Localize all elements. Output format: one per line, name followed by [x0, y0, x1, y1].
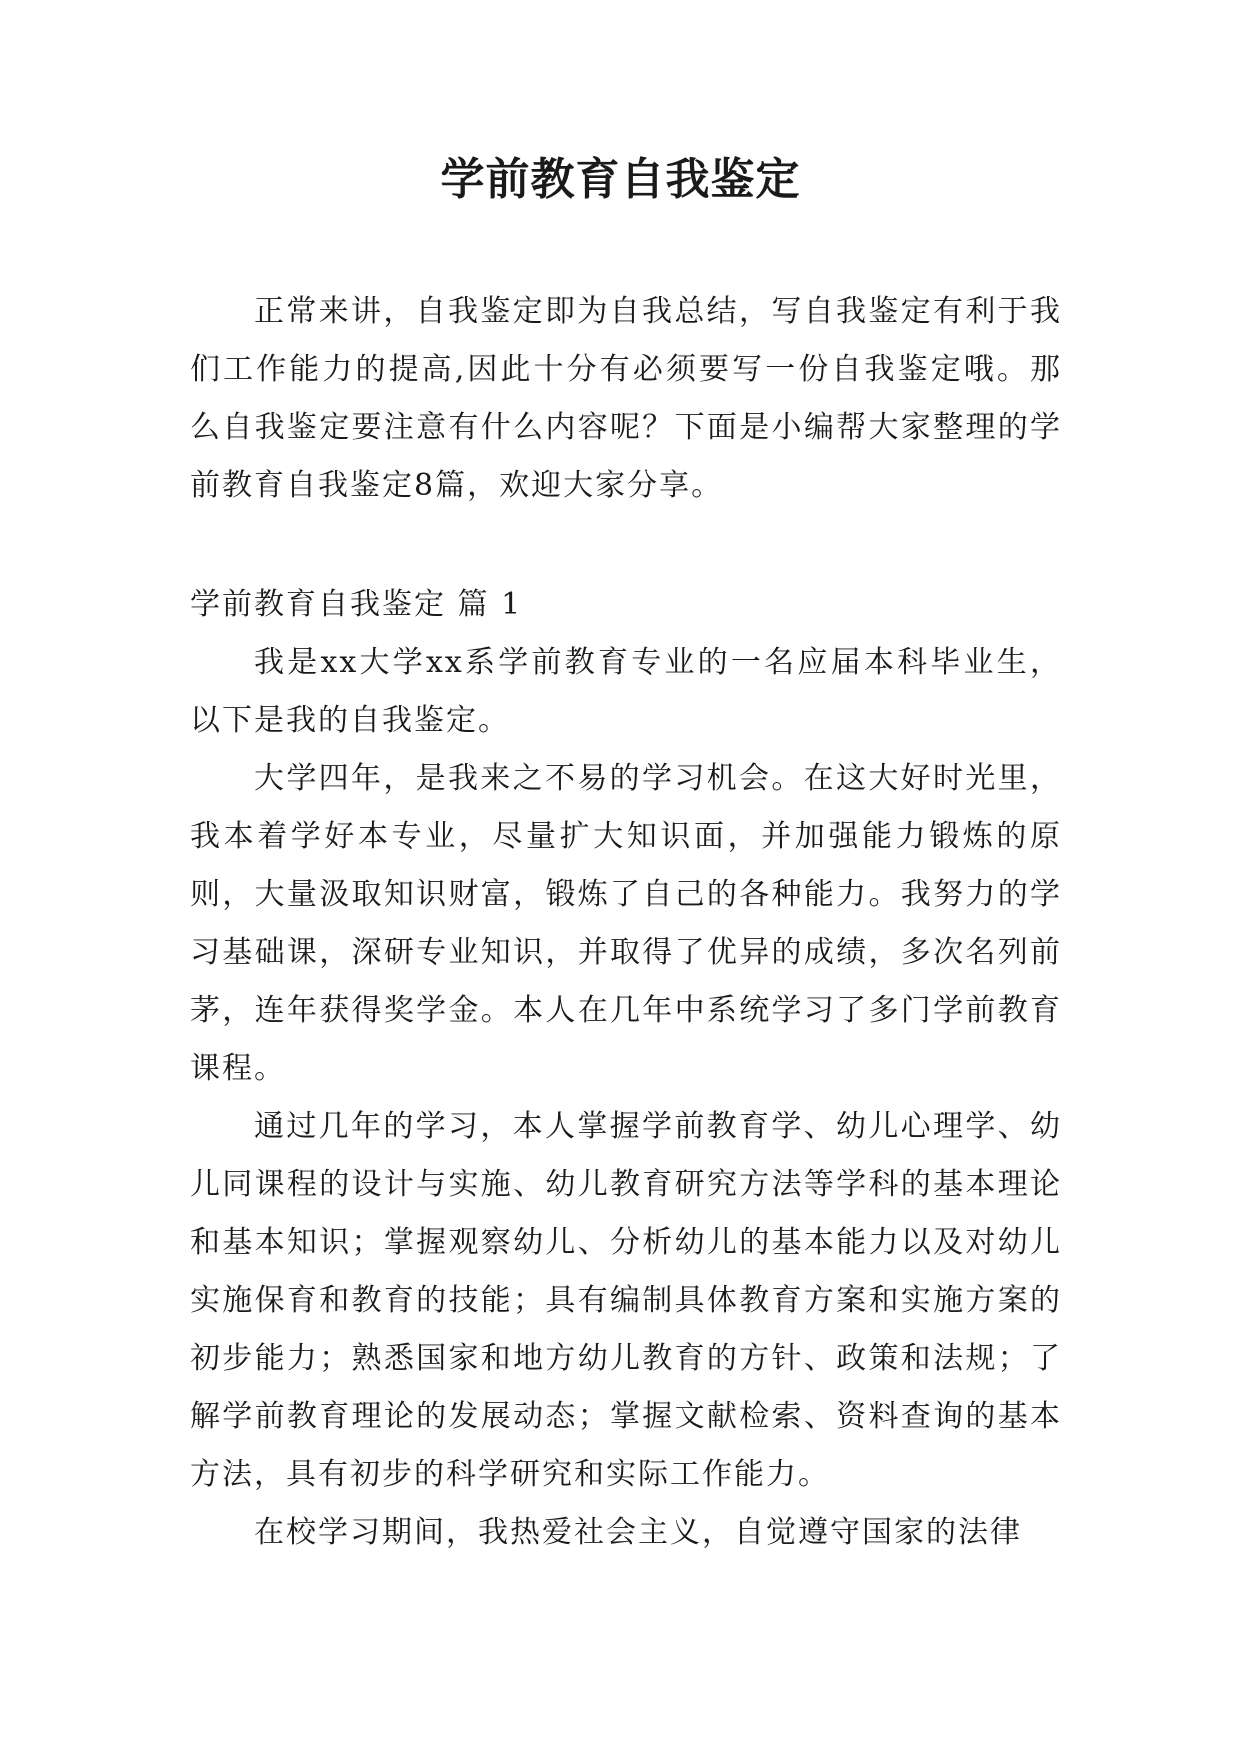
paragraph-3: 通过几年的学习，本人掌握学前教育学、幼儿心理学、幼儿同课程的设计与实施、幼儿教育研究方法等学科的基本理论和基本知识；掌握观察幼儿、分析幼儿的基本能力以及对幼儿实施保育和教育的技能；具有编制具体教育方案和实施方案的初步能力；熟悉国家和地方幼儿教育的方针、政策和法规；了解学前教育理论的发展动态；掌握文献检索、资料查询的基本方法，具有初步的科学研究和实际工作能力。 [190, 1109, 1062, 1492]
document-title: 学前教育自我鉴定 [440, 154, 801, 205]
paragraph-1: 我是xx大学xx系学前教育专业的一名应届本科毕业生，以下是我的自我鉴定。 [190, 645, 1062, 738]
section-heading: 学前教育自我鉴定 篇 1 [190, 587, 523, 622]
paragraph-4: 在校学习期间，我热爱社会主义，自觉遵守国家的法律 [254, 1515, 1022, 1550]
intro-paragraph: 正常来讲，自我鉴定即为自我总结，写自我鉴定有利于我们工作能力的提高,因此十分有必须要写一份自我鉴定哦。那么自我鉴定要注意有什么内容呢？下面是小编帮大家整理的学前教育自我鉴定8篇，欢迎大家分享。 [190, 294, 1062, 503]
paragraph-2: 大学四年，是我来之不易的学习机会。在这大好时光里，我本着学好本专业，尽量扩大知识面，并加强能力锻炼的原则，大量汲取知识财富，锻炼了自己的各种能力。我努力的学习基础课，深研专业知识，并取得了优异的成绩，多次名列前茅，连年获得奖学金。本人在几年中系统学习了多门学前教育课程。 [190, 761, 1062, 1086]
